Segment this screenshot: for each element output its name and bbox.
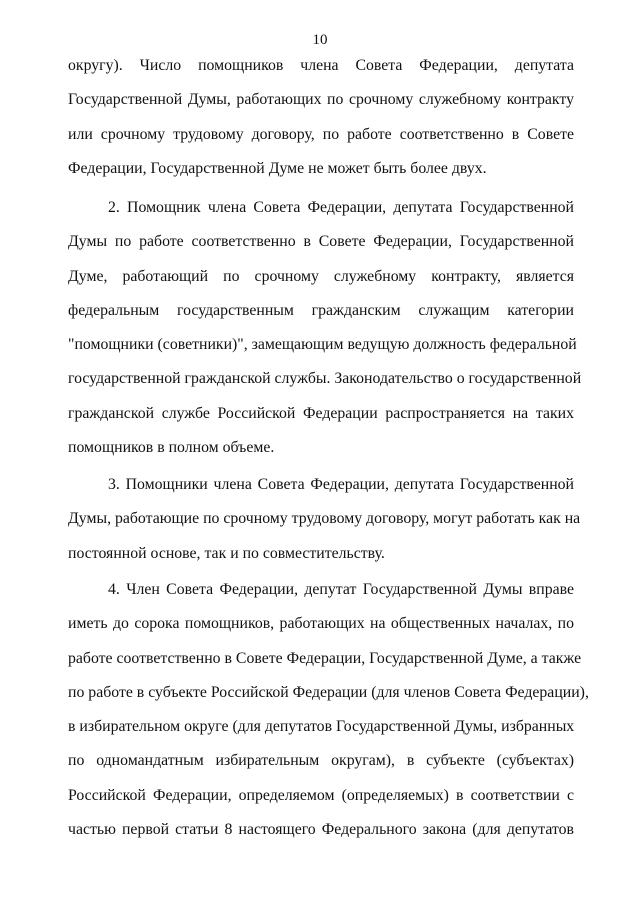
paragraph-line: постоянной основе, так и по совместительству. bbox=[68, 544, 385, 562]
paragraph-line: "помощники (советники)", замещающим ведущую должность федеральной bbox=[68, 336, 577, 354]
paragraph-line: в избирательном округе (для депутатов Государственной Думы, избранных bbox=[68, 718, 575, 736]
paragraph-line: Думе, работающий по срочному служебному контракту, является bbox=[68, 267, 574, 285]
paragraph-3 bbox=[68, 468, 581, 571]
paragraph-line: Думы, работающие по срочному трудовому договору, могут работать как на bbox=[68, 510, 581, 528]
page-number: 10 bbox=[312, 32, 328, 48]
paragraph-line: частью первой статьи 8 настоящего Федерального закона (для депутатов bbox=[68, 821, 574, 839]
paragraph-2 bbox=[68, 191, 582, 465]
paragraph-line: 2. Помощник члена Совета Федерации, депутата Государственной bbox=[108, 199, 574, 216]
paragraph-1 bbox=[68, 49, 574, 186]
paragraph-line: округу). Число помощников члена Совета Федерации, депутата bbox=[68, 57, 574, 74]
paragraph-line: Федерации, Государственной Думе не может быть более двух. bbox=[68, 159, 487, 177]
paragraph-4 bbox=[68, 573, 589, 847]
paragraph-line: 4. Член Совета Федерации, депутат Государственной Думы вправе bbox=[108, 581, 574, 598]
paragraph-line: по одномандатным избирательным округам), в субъекте (субъектах) bbox=[68, 752, 574, 770]
paragraph-line: работе соответственно в Совете Федерации, Государственной Думе, а также bbox=[68, 649, 582, 667]
paragraph-line: федеральным государственным гражданским служащим категории bbox=[68, 301, 574, 319]
paragraph-line: гражданской службе Российской Федерации распространяется на таких bbox=[68, 404, 574, 422]
paragraph-line: иметь до сорока помощников, работающих на общественных началах, по bbox=[68, 615, 574, 633]
paragraph-line: помощников в полном объеме. bbox=[68, 439, 275, 457]
paragraph-line: по работе в субъекте Российской Федерации (для членов Совета Федерации), bbox=[68, 683, 589, 701]
paragraph-line: государственной гражданской службы. Законодательство о государственной bbox=[68, 370, 582, 388]
paragraph-line: Российской Федерации, определяемом (определяемых) в соответствии с bbox=[68, 786, 574, 804]
paragraph-line: или срочному трудовому договору, по работе соответственно в Совете bbox=[68, 125, 574, 143]
paragraph-line: 3. Помощники члена Совета Федерации, депутата Государственной bbox=[108, 476, 574, 493]
paragraph-line: Думы по работе соответственно в Совете Федерации, Государственной bbox=[68, 233, 574, 251]
paragraph-line: Государственной Думы, работающих по срочному служебному контракту bbox=[68, 91, 574, 109]
